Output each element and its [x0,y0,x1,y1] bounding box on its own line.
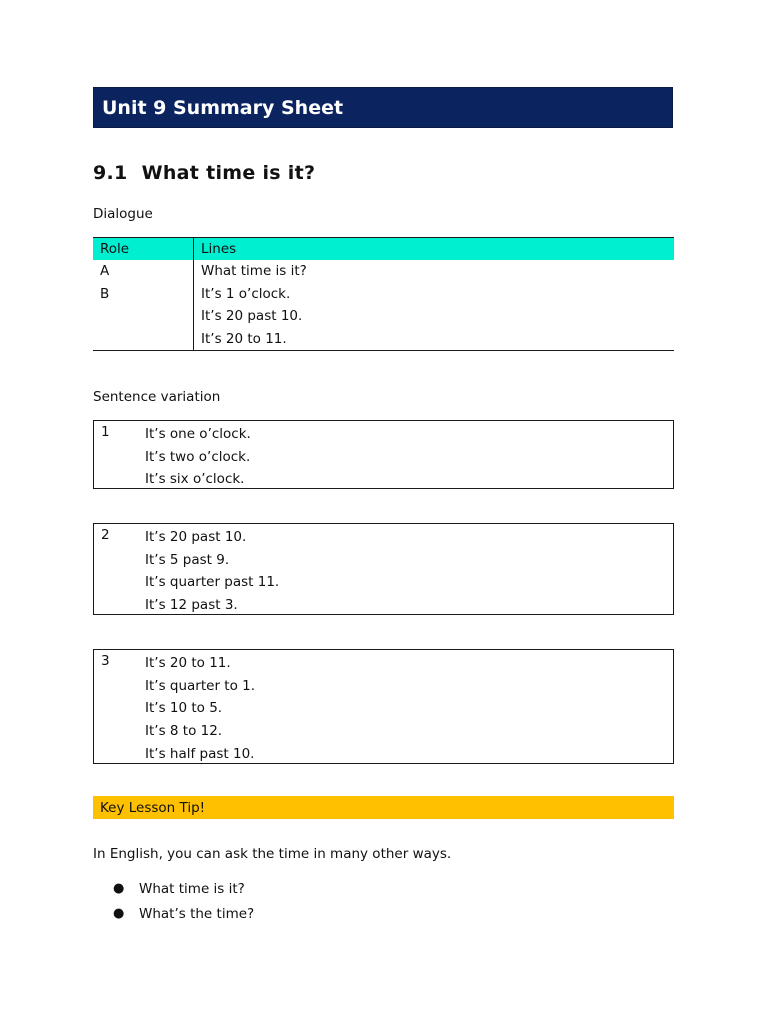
bullet-text: What’s the time? [139,906,255,922]
variation-line: It’s six o’clock. [145,471,245,488]
role-cell: A [93,260,194,283]
bullet-icon: ● [113,906,125,921]
variation-line: It’s 8 to 12. [145,723,223,740]
header-lines: Lines [194,238,675,261]
line-cell: It’s 20 past 10. [201,308,303,325]
page-title: Unit 9 Summary Sheet [93,87,673,128]
role-cell [93,328,194,351]
list-item [113,879,254,904]
variation-box-1 [93,420,674,489]
variation-line: It’s quarter past 11. [145,574,280,591]
variation-line: It’s two o’clock. [145,448,251,465]
table-row [93,305,674,328]
dialogue-table [93,237,674,351]
bullet-icon: ● [113,881,125,896]
section-title: What time is it? [141,162,316,184]
line-cell: It’s 20 to 11. [194,328,675,351]
variation-box-2 [93,523,674,615]
dialogue-label: Dialogue [93,206,153,222]
variation-box-3 [93,649,674,764]
variation-label: Sentence variation [93,389,221,405]
list-item [113,904,254,929]
bullet-text: What time is it? [139,881,245,897]
tip-bullet-list [113,879,254,929]
variation-line: It’s 20 past 10. [145,529,247,545]
variation-number: 2 [101,527,110,543]
section-number: 9.1 [93,162,128,184]
variation-number: 3 [101,653,110,669]
variation-line: It’s one o’clock. [145,426,251,442]
tip-paragraph: In English, you can ask the time in many other ways. [93,846,452,862]
line-cell: It’s 1 o’clock. [201,285,291,302]
variation-line: It’s 5 past 9. [145,551,230,568]
key-lesson-tip-banner: Key Lesson Tip! [93,796,674,819]
role-cell: B [93,283,194,306]
section-heading [93,162,315,184]
variation-line: It’s 10 to 5. [145,700,223,717]
role-cell [93,305,194,328]
table-row [93,260,674,283]
table-row [93,283,674,306]
table-row [93,328,674,351]
dialogue-header-row [93,238,674,261]
variation-number: 1 [101,424,110,440]
variation-line: It’s 12 past 3. [145,597,238,614]
variation-line: It’s 20 to 11. [145,655,231,671]
variation-line: It’s half past 10. [145,745,255,762]
variation-line: It’s quarter to 1. [145,677,256,694]
line-cell: What time is it? [201,263,307,280]
header-role: Role [93,238,194,261]
